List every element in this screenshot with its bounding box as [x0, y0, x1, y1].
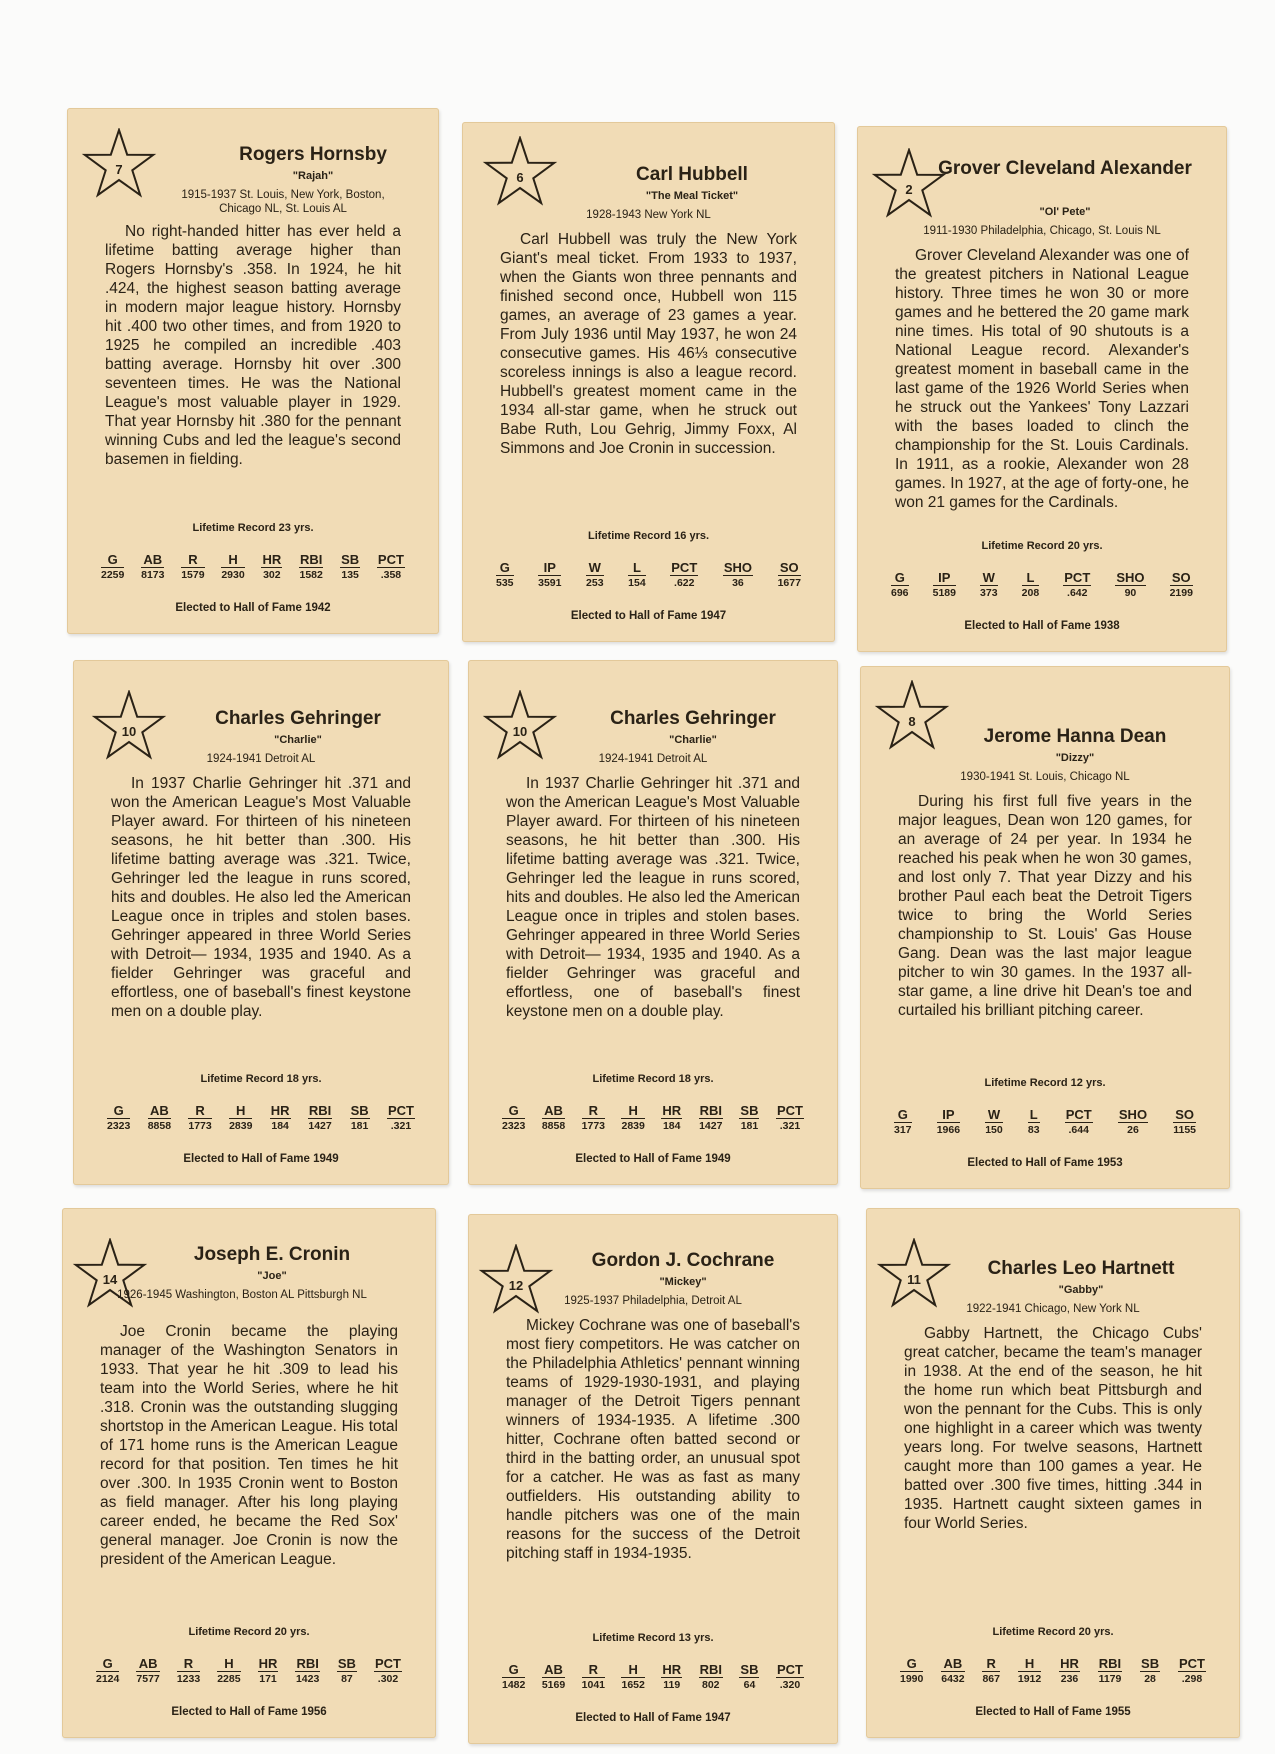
stat-column	[496, 561, 514, 590]
stat-column	[340, 553, 360, 582]
stat-value: 181	[740, 1120, 759, 1132]
stat-label: SB	[740, 1662, 759, 1677]
hall-of-fame-year: Elected to Hall of Fame 1947	[570, 610, 727, 622]
stat-label: RBI	[699, 1103, 722, 1118]
stat-value: 867	[982, 1673, 1000, 1685]
stat-label: HR	[258, 1656, 278, 1671]
stat-value: 184	[271, 1120, 289, 1132]
stat-column	[188, 1104, 211, 1133]
stat-label: H	[621, 1663, 644, 1678]
card-number: 7	[115, 162, 123, 177]
stat-value: 535	[496, 577, 514, 589]
card-number: 12	[508, 1278, 524, 1293]
stat-label: G	[101, 553, 124, 568]
stat-column	[502, 1663, 525, 1692]
stat-column	[377, 553, 405, 582]
stat-label: PCT	[375, 1656, 401, 1671]
career-years: 1924-1941 Detroit AL	[206, 753, 316, 765]
player-nickname: "Rajah"	[292, 170, 334, 182]
stat-column	[101, 553, 124, 582]
card-number: 14	[102, 1272, 118, 1287]
stat-value: 1427	[308, 1120, 332, 1132]
player-name: Rogers Hornsby	[239, 144, 387, 165]
stat-label: PCT	[1064, 570, 1091, 585]
stat-label: G	[891, 571, 909, 586]
stat-column	[350, 1104, 370, 1133]
player-name: Charles Gehringer	[610, 708, 776, 729]
stat-column	[778, 561, 801, 590]
stat-column	[582, 1663, 605, 1692]
card-number: 6	[516, 170, 524, 185]
stat-label: G	[900, 1657, 923, 1672]
stat-column	[217, 1657, 240, 1686]
stat-label: G	[496, 561, 514, 576]
stat-value: .321	[779, 1120, 801, 1132]
hall-of-fame-year: Elected to Hall of Fame 1947	[575, 1712, 731, 1724]
stat-label: AB	[141, 553, 164, 568]
card-number: 11	[907, 1272, 921, 1287]
stat-column	[261, 553, 282, 582]
stat-column	[1063, 571, 1091, 600]
card-number: 8	[908, 714, 916, 729]
star-icon	[874, 680, 950, 752]
stat-value: 171	[259, 1673, 277, 1685]
stat-value: 119	[663, 1679, 681, 1691]
player-name: Grover Cleveland Alexander	[938, 158, 1192, 179]
hall-of-fame-year: Elected to Hall of Fame 1953	[967, 1157, 1123, 1169]
player-nickname: "Charlie"	[669, 734, 717, 746]
stat-label: L	[628, 561, 646, 576]
player-nickname: "Ol' Pete"	[1039, 206, 1091, 218]
stat-value: 2323	[502, 1120, 526, 1132]
player-card	[857, 126, 1227, 652]
hall-of-fame-year: Elected to Hall of Fame 1938	[964, 620, 1120, 632]
player-card	[62, 1208, 436, 1738]
stats-table	[502, 1104, 804, 1133]
lifetime-record: Lifetime Record 20 yrs.	[188, 1626, 310, 1638]
stat-label: H	[221, 553, 244, 568]
career-years: 1924-1941 Detroit AL	[598, 753, 708, 765]
stat-label: SHO	[1116, 570, 1145, 585]
stat-value: .622	[674, 577, 695, 589]
stat-label: H	[229, 1104, 252, 1119]
stat-label: G	[107, 1104, 130, 1119]
hall-of-fame-year: Elected to Hall of Fame 1956	[171, 1706, 327, 1718]
career-years: 1915-1937 St. Louis, New York, Boston, Chicago NL, St. Louis AL	[181, 189, 385, 215]
stat-label: SO	[778, 561, 801, 576]
stat-column	[1170, 571, 1193, 600]
lifetime-record: Lifetime Record 20 yrs.	[981, 540, 1103, 552]
lifetime-record: Lifetime Record 16 yrs.	[587, 530, 710, 542]
stat-column	[221, 553, 244, 582]
stat-label: AB	[941, 1657, 964, 1672]
stat-label: HR	[270, 1103, 290, 1118]
stat-label: HR	[1060, 1656, 1079, 1671]
lifetime-record: Lifetime Record 13 yrs.	[592, 1632, 714, 1644]
stat-column	[1178, 1657, 1206, 1686]
stat-value: .320	[779, 1679, 801, 1691]
stat-value: 2839	[621, 1120, 645, 1132]
stat-value: 87	[341, 1673, 353, 1685]
stat-column	[699, 1663, 723, 1692]
player-biography: Grover Cleveland Alexander was one of the greatest pitchers in National League history. Three times he won 30 or more games and he bettered the 20 game mark nine times. His total of 90 shutouts is a National League record. Alexander's greatest moment in baseball came in the last game of the 1926 World Series when he struck out the Yankees' Tony Lazzari with the bases loaded to clinch the championship for the St. Louis Cardinals. In 1911, as a rookie, Alexander won 28 games. In 1927, at the age of forty-one, he won 21 games for the Cardinals.	[895, 247, 1189, 511]
career-years: 1928-1943 New York NL	[586, 209, 711, 221]
stat-label: PCT	[776, 1662, 803, 1677]
stat-label: RBI	[299, 552, 323, 567]
stat-value: .321	[390, 1120, 412, 1132]
career-years: 1926-1945 Washington, Boston AL Pittsburgh NL	[117, 1289, 367, 1301]
stat-column	[1028, 1108, 1040, 1137]
stat-column	[1173, 1108, 1196, 1137]
stats-table	[496, 561, 801, 590]
stat-value: .358	[380, 569, 402, 581]
stat-value: 1041	[581, 1679, 606, 1691]
stat-column	[621, 1663, 644, 1692]
stat-column	[229, 1104, 252, 1133]
stat-label: W	[980, 571, 998, 586]
stat-label: G	[502, 1663, 525, 1678]
stat-label: HR	[662, 1103, 682, 1118]
stat-column	[136, 1657, 159, 1686]
stat-value: 1427	[699, 1120, 723, 1132]
stat-column	[628, 561, 646, 590]
player-card	[860, 666, 1230, 1189]
lifetime-record: Lifetime Record 18 yrs.	[200, 1073, 322, 1085]
stat-column	[542, 1104, 565, 1133]
lifetime-record: Lifetime Record 20 yrs.	[992, 1626, 1114, 1638]
stat-value: 8173	[141, 569, 165, 581]
stat-column	[982, 1657, 1000, 1686]
stat-value: 1966	[936, 1124, 961, 1136]
stat-label: PCT	[1065, 1107, 1092, 1122]
stat-label: SO	[1170, 571, 1193, 586]
stat-value: 2199	[1169, 587, 1193, 599]
stat-label: R	[177, 1657, 200, 1672]
star-icon	[81, 128, 157, 200]
stat-label: IP	[933, 571, 956, 586]
hall-of-fame-year: Elected to Hall of Fame 1955	[975, 1706, 1131, 1718]
stat-column	[299, 553, 323, 582]
stat-column	[1098, 1657, 1122, 1686]
stat-value: 7577	[136, 1673, 160, 1685]
stat-column	[1115, 571, 1145, 600]
stat-column	[96, 1657, 119, 1686]
card-number: 10	[512, 724, 528, 739]
stat-column	[941, 1657, 964, 1686]
player-nickname: "The Meal Ticket"	[645, 190, 739, 202]
hall-of-fame-year: Elected to Hall of Fame 1949	[183, 1153, 339, 1165]
stat-value: 696	[891, 587, 909, 599]
stat-value: 6432	[941, 1673, 965, 1685]
stat-label: AB	[136, 1657, 159, 1672]
stat-label: R	[982, 1657, 1000, 1672]
stat-label: SO	[1175, 1107, 1194, 1122]
player-biography: Carl Hubbell was truly the New York Giant's meal ticket. From 1933 to 1937, when the Giants won three pennants and finished second once, Hubbell won 115 games, an average of 23 games a year. From July 1936 until May 1937, he won 24 consecutive games. His 46⅓ consecutive scoreless innings is also a league record. Hubbell's greatest moment came in the 1934 all-star game, when he struck out Babe Ruth, Lou Gehrig, Jimmy Foxx, Al Simmons and Joe Cronin in succession.	[500, 231, 797, 457]
stat-column	[776, 1104, 804, 1133]
stat-value: 28	[1144, 1673, 1156, 1685]
stat-label: SHO	[723, 560, 753, 575]
stat-value: 2839	[229, 1120, 253, 1132]
stat-value: 2259	[101, 569, 125, 581]
player-nickname: "Mickey"	[659, 1276, 707, 1288]
stat-label: SHO	[1118, 1107, 1148, 1122]
card-number: 10	[121, 724, 137, 739]
card-number: 2	[905, 182, 913, 197]
stat-column	[739, 1104, 759, 1133]
stat-label: SB	[740, 1103, 759, 1118]
stats-table	[96, 1657, 402, 1686]
stat-value: 1233	[176, 1673, 201, 1685]
stat-label: R	[582, 1104, 605, 1119]
stats-table	[502, 1663, 804, 1692]
lifetime-record: Lifetime Record 23 yrs.	[192, 522, 314, 534]
player-nickname: "Gabby"	[1058, 1284, 1104, 1296]
player-name: Gordon J. Cochrane	[591, 1250, 775, 1271]
stat-value: 1912	[1017, 1673, 1042, 1685]
stat-value: 1652	[621, 1679, 645, 1691]
stat-value: .642	[1067, 587, 1088, 599]
stat-value: 3591	[538, 577, 562, 589]
stat-value: 373	[980, 587, 998, 599]
stat-column	[621, 1104, 644, 1133]
stat-column	[1018, 1657, 1041, 1686]
career-years: 1925-1937 Philadelphia, Detroit AL	[564, 1295, 742, 1307]
stat-column	[670, 561, 698, 590]
stat-label: PCT	[1178, 1656, 1205, 1671]
stat-column	[270, 1104, 291, 1133]
stat-value: 1423	[295, 1673, 320, 1685]
stat-label: SB	[350, 1103, 369, 1118]
stat-label: SB	[1141, 1656, 1160, 1671]
stat-value: 1773	[188, 1120, 212, 1132]
player-card	[468, 660, 838, 1185]
lifetime-record: Lifetime Record 18 yrs.	[592, 1073, 714, 1085]
stat-value: 2124	[96, 1673, 120, 1685]
stat-column	[891, 571, 909, 600]
stat-label: G	[502, 1104, 525, 1119]
stat-column	[739, 1663, 759, 1692]
hall-of-fame-year: Elected to Hall of Fame 1949	[575, 1153, 731, 1165]
player-name: Carl Hubbell	[636, 164, 748, 185]
stat-label: G	[894, 1108, 912, 1123]
stats-table	[894, 1108, 1196, 1137]
stat-column	[148, 1104, 171, 1133]
stat-label: HR	[662, 1662, 682, 1677]
stat-column	[985, 1108, 1003, 1137]
stat-column	[1059, 1657, 1080, 1686]
stat-label: RBI	[699, 1662, 722, 1677]
stat-value: .298	[1181, 1673, 1203, 1685]
player-nickname: "Joe"	[257, 1270, 287, 1282]
stat-value: 1179	[1098, 1673, 1122, 1685]
stat-value: 1677	[777, 577, 801, 589]
player-biography: Joe Cronin became the playing manager of the Washington Senators in 1933. That year he hit .309 to lead his team into the World Series, where he hit .318. Cronin was the outstanding slugging shortstop in the American League. His total of 171 home runs is the American League record for that position. Ten times he hit over .300. In 1935 Cronin went to Boston as field manager. After his long playing career ended, he became the Red Sox' general manager. Joe Cronin is now the president of the American League.	[100, 1323, 398, 1568]
stat-value: 2930	[221, 569, 245, 581]
stats-table	[900, 1657, 1206, 1686]
player-biography: Gabby Hartnett, the Chicago Cubs' great catcher, became the team's manager in 1938. At the end of the season, he hit the home run which beat Pittsburgh and won the pennant for the Cubs. This is only one highlight in a career which was twenty years long. For twelve seasons, Hartnett caught more than 100 games a year. He batted over .300 five times, hitting .344 in 1935. Hartnett caught sixteen games in four World Series.	[904, 1325, 1202, 1532]
stat-value: 90	[1124, 587, 1137, 599]
stat-label: PCT	[671, 560, 698, 575]
player-name: Joseph E. Cronin	[193, 1244, 351, 1265]
stat-value: 2323	[107, 1120, 131, 1132]
lifetime-record: Lifetime Record 12 yrs.	[984, 1077, 1106, 1089]
stat-column	[177, 1657, 200, 1686]
stat-column	[1140, 1657, 1160, 1686]
career-years: 1922-1941 Chicago, New York NL	[966, 1303, 1140, 1315]
stat-value: 5169	[541, 1679, 566, 1691]
stat-label: W	[586, 561, 604, 576]
stat-label: IP	[538, 561, 561, 576]
player-card	[866, 1208, 1240, 1738]
stat-column	[582, 1104, 605, 1133]
stat-label: R	[181, 553, 204, 568]
stat-label: H	[1018, 1657, 1041, 1672]
stat-column	[308, 1104, 332, 1133]
stats-table	[891, 571, 1193, 600]
player-nickname: "Dizzy"	[1055, 752, 1095, 764]
stat-value: 1482	[502, 1679, 526, 1691]
stat-value: 236	[1060, 1673, 1079, 1685]
stat-value: 1990	[900, 1673, 924, 1685]
stat-label: SB	[337, 1656, 356, 1671]
stat-label: RBI	[296, 1656, 319, 1671]
stat-column	[933, 571, 956, 600]
stat-column	[1022, 571, 1040, 600]
stat-label: L	[1029, 1107, 1038, 1122]
player-name: Charles Gehringer	[215, 708, 381, 729]
player-nickname: "Charlie"	[274, 734, 322, 746]
stat-label: H	[621, 1104, 644, 1119]
stat-value: 83	[1027, 1124, 1040, 1136]
stat-value: 150	[985, 1124, 1003, 1136]
stat-column	[937, 1108, 960, 1137]
stat-column	[980, 571, 998, 600]
stat-column	[894, 1108, 912, 1137]
stat-label: L	[1022, 571, 1040, 586]
stat-value: 1579	[181, 569, 205, 581]
stat-value: 317	[894, 1124, 912, 1136]
stat-column	[586, 561, 604, 590]
stat-value: 8858	[147, 1120, 172, 1132]
stat-column	[661, 1663, 682, 1692]
stat-value: 154	[628, 577, 646, 589]
stat-value: 1582	[299, 569, 323, 581]
stat-column	[542, 1663, 565, 1692]
stat-column	[374, 1657, 402, 1686]
stat-column	[337, 1657, 357, 1686]
stat-column	[258, 1657, 279, 1686]
stat-column	[723, 561, 753, 590]
player-biography: Mickey Cochrane was one of baseball's most fiery competitors. He was catcher on the Philadelphia Athletics' pennant winning teams of 1929-1930-1931, and playing manager of the Detroit Tigers pennant winners of 1934-1935. A lifetime .300 hitter, Cochrane often batted second or third in the batting order, an unusual spot for a catcher. He was as fast as many outfielders. His outstanding ability to handle pitchers was one of the main reasons for the success of the Detroit pitching staff in 1934-1935.	[506, 1317, 800, 1562]
stat-value: 64	[743, 1679, 756, 1691]
stat-column	[181, 553, 204, 582]
star-icon	[876, 1238, 952, 1310]
stats-table	[101, 553, 405, 582]
career-years: 1930-1941 St. Louis, Chicago NL	[960, 771, 1130, 783]
stat-value: .302	[377, 1673, 399, 1685]
stat-value: 135	[341, 569, 359, 581]
stat-column	[295, 1657, 319, 1686]
stat-value: .644	[1068, 1124, 1089, 1136]
stat-value: 5189	[932, 587, 956, 599]
stat-label: RBI	[308, 1103, 332, 1118]
stat-label: RBI	[1098, 1656, 1122, 1671]
stat-value: 184	[662, 1120, 681, 1132]
stat-column	[141, 553, 164, 582]
stat-label: R	[582, 1663, 605, 1678]
stat-label: R	[188, 1104, 211, 1119]
stat-value: 1155	[1173, 1124, 1196, 1136]
stat-value: 2285	[217, 1673, 241, 1685]
player-card	[73, 660, 449, 1185]
stat-column	[900, 1657, 923, 1686]
stat-value: 253	[586, 577, 604, 589]
stat-column	[107, 1104, 130, 1133]
stats-table	[107, 1104, 415, 1133]
stat-label: PCT	[377, 552, 404, 567]
stat-value: 208	[1021, 587, 1040, 599]
stat-value: 302	[263, 569, 281, 581]
stat-value: 36	[732, 577, 744, 589]
stat-column	[538, 561, 561, 590]
player-biography: No right-handed hitter has ever held a lifetime batting average higher than Rogers Hornsby's .358. In 1924, he hit .424, the highest season batting average in modern major league history. Hornsby hit .400 two other times, and from 1920 to 1925 he compiled an incredible .403 batting average. Hornsby hit over .300 seventeen times. He was the National League's most valuable player in 1929. That year Hornsby hit .380 for the pennant winning Cubs and led the league's second basemen in fielding.	[105, 223, 401, 468]
stat-label: IP	[937, 1108, 960, 1123]
stat-value: 26	[1127, 1124, 1139, 1136]
player-biography: In 1937 Charlie Gehringer hit .371 and won the American League's Most Valuable Player award. For thirteen of his nineteen seasons, he hit better than .300. His lifetime batting average was .321. Twice, Gehringer led the league in runs scored, hits and doubles. He also led the American League once in triples and stolen bases. Gehringer appeared in three World Series with Detroit— 1934, 1935 and 1940. As a fielder Gehringer was graceful and effortless, one of baseball's finest keystone men on a double play.	[111, 775, 411, 1020]
stat-label: AB	[148, 1104, 171, 1119]
career-years: 1911-1930 Philadelphia, Chicago, St. Louis NL	[923, 225, 1161, 237]
player-card	[468, 1214, 838, 1744]
player-card	[462, 122, 835, 642]
stat-column	[1065, 1108, 1093, 1137]
stat-value: 802	[701, 1679, 720, 1691]
stat-column	[699, 1104, 723, 1133]
stat-value: 181	[350, 1120, 369, 1132]
stat-label: AB	[542, 1104, 565, 1119]
stat-column	[776, 1663, 804, 1692]
player-card	[67, 108, 439, 634]
stat-label: H	[217, 1657, 240, 1672]
stat-label: PCT	[776, 1103, 803, 1118]
stat-column	[661, 1104, 682, 1133]
stat-label: PCT	[387, 1103, 414, 1118]
stat-label: G	[96, 1657, 119, 1672]
hall-of-fame-year: Elected to Hall of Fame 1942	[175, 602, 331, 614]
stat-value: 1773	[581, 1120, 606, 1132]
stat-value: 8858	[541, 1120, 566, 1132]
stat-column	[387, 1104, 415, 1133]
star-icon	[482, 136, 558, 208]
player-name: Jerome Hanna Dean	[983, 726, 1167, 747]
stat-label: HR	[262, 552, 282, 567]
stat-label: AB	[542, 1663, 565, 1678]
stat-label: W	[985, 1108, 1003, 1123]
player-biography: In 1937 Charlie Gehringer hit .371 and won the American League's Most Valuable Player award. For thirteen of his nineteen seasons, he hit better than .300. His lifetime batting average was .321. Twice, Gehringer led the league in runs scored, hits and doubles. He also led the American League once in triples and stolen bases. Gehringer appeared in three World Series with Detroit— 1934, 1935 and 1940. As a fielder Gehringer was graceful and effortless, one of baseball's finest keystone men on a double play.	[506, 775, 800, 1020]
stat-label: SB	[341, 552, 360, 567]
player-name: Charles Leo Hartnett	[987, 1258, 1175, 1279]
player-biography: During his first full five years in the major leagues, Dean won 120 games, for an average of 24 per year. In 1934 he reached his peak when he won 30 games, and lost only 7. That year Dizzy and his brother Paul each beat the Detroit Tigers twice to bring the World Series championship to St. Louis' Gas House Gang. Dean was the last major league pitcher to win 30 games. In the 1937 all-star game, a line drive hit Dean's toe and curtailed his brilliant pitching career.	[898, 793, 1192, 1019]
stat-column	[1118, 1108, 1148, 1137]
stat-column	[502, 1104, 525, 1133]
